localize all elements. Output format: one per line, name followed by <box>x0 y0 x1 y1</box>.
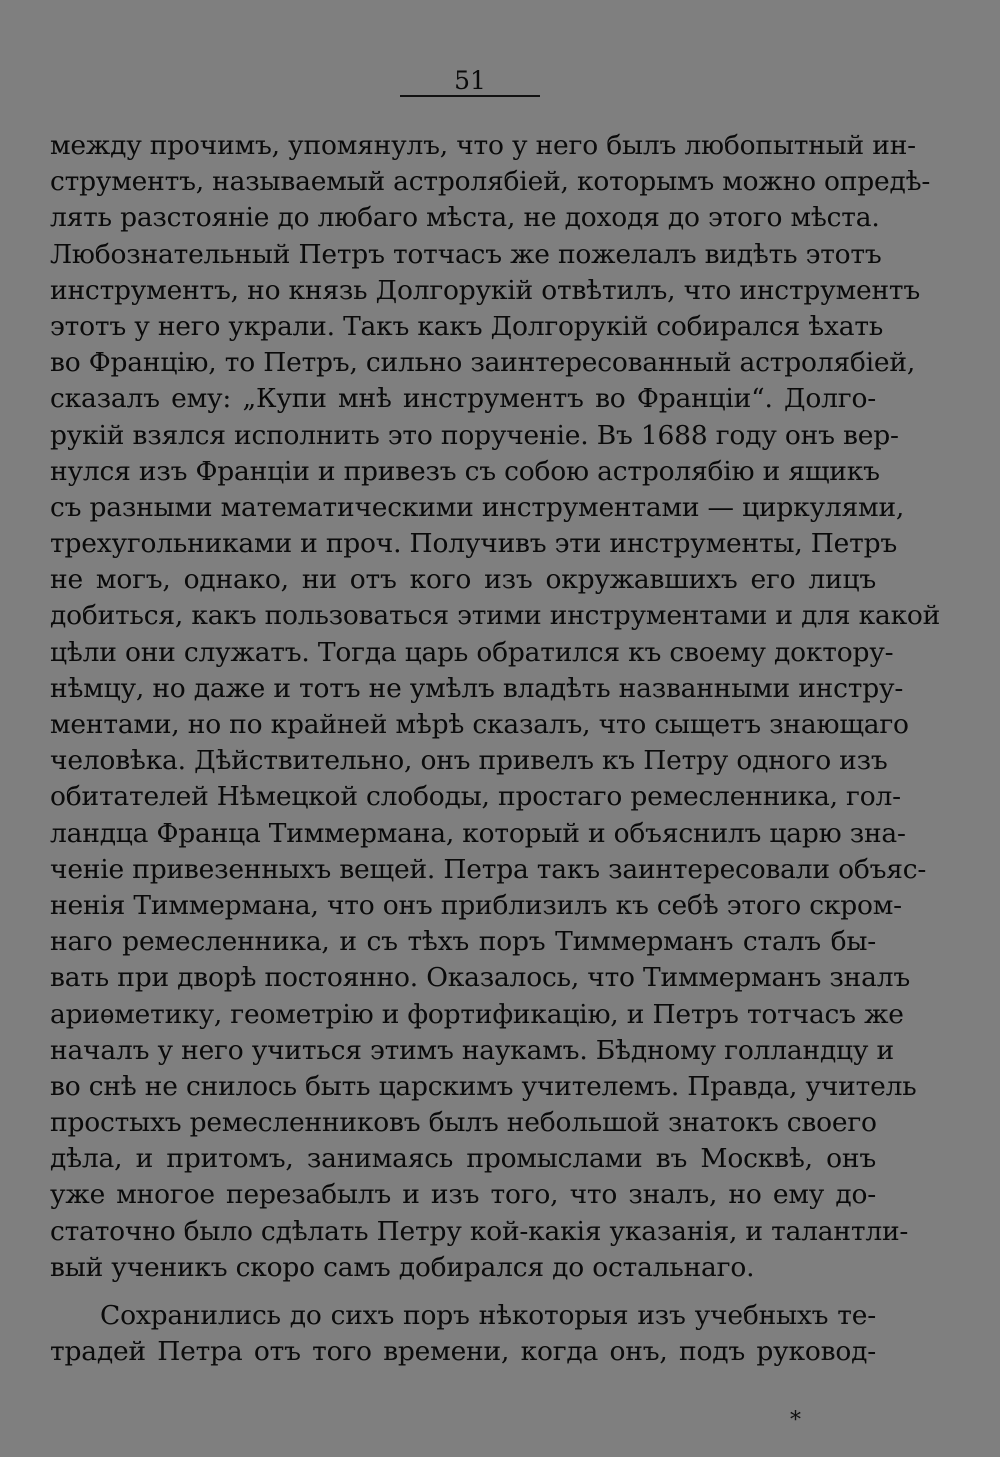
text-line: ариѳметику, геометрію и фортификацію, и Петръ тотчасъ же <box>50 998 904 1030</box>
text-line: лять разстояніе до любаго мѣста, не доходя до этого мѣста. <box>50 202 880 234</box>
text-line: вать при дворѣ постоянно. Оказалось, что Тиммерманъ зналъ <box>50 962 910 994</box>
text-line: струментъ, называемый астролябіей, которымъ можно опредѣ- <box>50 166 931 198</box>
text-line: съ разными математическими инструментами — циркулями, <box>50 491 905 523</box>
text-line: вый ученикъ скоро самъ добирался до остальнаго. <box>50 1251 755 1283</box>
text-line: инструментъ, но князь Долгорукій отвѣтилъ, что инструментъ <box>50 274 921 306</box>
text-line: во Францію, то Петръ, сильно заинтересованный астролябіей, <box>50 347 916 379</box>
text-line: ландца Франца Тиммермана, который и объяснилъ царю зна- <box>50 817 906 849</box>
text-line: между прочимъ, упомянулъ, что у него былъ любопытный ин- <box>50 130 916 161</box>
text-line: дѣла, и притомъ, занимаясь промыслами въ Москвѣ, онъ <box>50 1143 876 1175</box>
text-line: началъ у него учиться этимъ наукамъ. Бѣдному голландцу и <box>50 1034 894 1066</box>
text-line: ченіе привезенныхъ вещей. Петра такъ заинтересовали объяс- <box>50 853 927 885</box>
text-line: во снѣ не снилось быть царскимъ учителемъ. Правда, учитель <box>50 1070 917 1102</box>
paragraph-2 <box>50 1298 876 1370</box>
text-line: нѣмцу, но даже и тотъ не умѣлъ владѣть названными инстру- <box>50 672 904 704</box>
text-line: этотъ у него украли. Такъ какъ Долгорукій собирался ѣхать <box>50 310 884 342</box>
text-line: обитателей Нѣмецкой слободы, простаго ремесленника, гол- <box>50 781 901 813</box>
text-line: цѣли они служатъ. Тогда царь обратился къ своему доктору- <box>50 636 894 668</box>
text-line: уже многое перезабылъ и изъ того, что зналъ, но ему до- <box>50 1179 876 1211</box>
text-line: статочно было сдѣлать Петру кой-какія указанія, и талантли- <box>50 1215 909 1247</box>
page-number-rule <box>400 95 540 97</box>
text-line: добиться, какъ пользоваться этими инструментами и для какой <box>50 600 941 632</box>
text-line: Сохранились до сихъ поръ нѣкоторыя изъ учебныхъ те- <box>100 1300 876 1331</box>
text-line: традей Петра отъ того времени, когда онъ, подъ руковод- <box>50 1336 876 1368</box>
text-line: наго ремесленника, и съ тѣхъ поръ Тиммерманъ сталъ бы- <box>50 926 876 958</box>
body-text <box>50 128 941 1370</box>
text-line: не могъ, однако, ни отъ кого изъ окружавшихъ его лицъ <box>50 564 876 596</box>
text-line: человѣка. Дѣйствительно, онъ привелъ къ Петру одного изъ <box>50 745 888 777</box>
text-line: трехугольниками и проч. Получивъ эти инструменты, Петръ <box>50 528 898 560</box>
text-line: ментами, но по крайней мѣрѣ сказалъ, что сыщетъ знающаго <box>50 709 909 740</box>
signature-mark: * <box>790 1408 801 1433</box>
text-line: простыхъ ремесленниковъ былъ небольшой знатокъ своего <box>50 1107 877 1139</box>
text-line: сказалъ ему: „Купи мнѣ инструментъ во Франціи“. Долго- <box>50 383 876 415</box>
paragraph-1 <box>50 128 941 1286</box>
text-line: рукій взялся исполнить это порученіе. Въ 1688 году онъ вер- <box>50 419 899 451</box>
text-line: нулся изъ Франціи и привезъ съ собою астролябію и ящикъ <box>50 455 880 487</box>
page-number: 51 <box>454 66 486 95</box>
paragraph-gap <box>50 1286 876 1298</box>
text-line: Любознательный Петръ тотчасъ же пожелалъ видѣть этотъ <box>50 238 882 270</box>
text-line: ненія Тиммермана, что онъ приблизилъ къ себѣ этого скром- <box>50 889 902 921</box>
